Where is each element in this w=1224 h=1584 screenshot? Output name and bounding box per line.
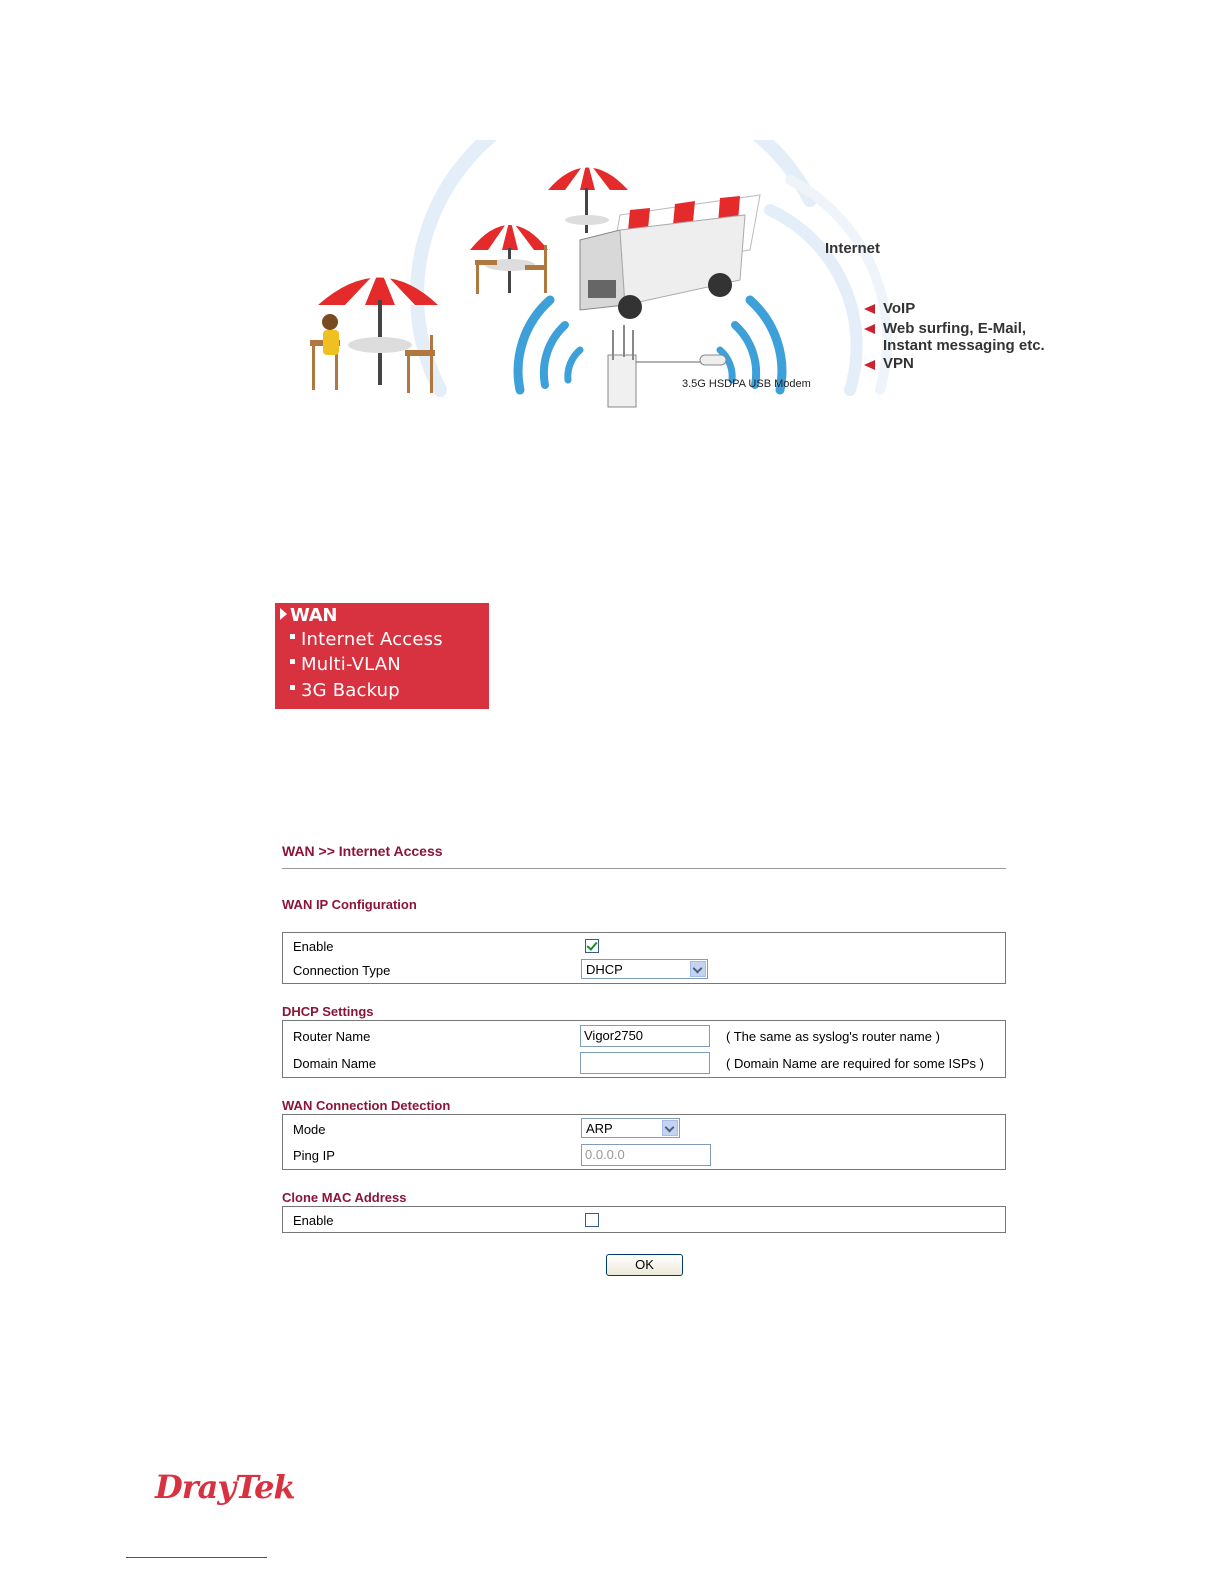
- router-name-hint: ( The same as syslog's router name ): [726, 1029, 940, 1044]
- modem-label: 3.5G HSDPA USB Modem: [682, 378, 811, 390]
- mode-value: ARP: [586, 1121, 613, 1136]
- web-label-line1: Web surfing, E-Mail,: [883, 320, 1027, 337]
- bullet-icon: [290, 659, 295, 664]
- bullet-icon: [290, 685, 295, 690]
- internet-label: Internet: [825, 240, 881, 257]
- wan-enable-checkbox[interactable]: [585, 939, 599, 953]
- clone-mac-enable-checkbox[interactable]: [585, 1213, 599, 1227]
- wan-menu-title[interactable]: WAN: [290, 605, 338, 626]
- wan-connection-detection-box: [282, 1114, 1006, 1170]
- connection-type-value: DHCP: [586, 962, 623, 977]
- web-label-line2: Instant messaging etc.: [883, 337, 1045, 354]
- clone-mac-address-title: Clone MAC Address: [282, 1190, 407, 1205]
- connection-type-select[interactable]: [581, 959, 708, 979]
- wan-menu: [275, 603, 489, 709]
- menu-item-3g-backup[interactable]: [301, 680, 400, 701]
- wan-ip-configuration-box: [282, 932, 1006, 984]
- mode-label: Mode: [293, 1122, 326, 1137]
- menu-expand-icon: [280, 608, 287, 620]
- router-name-input[interactable]: Vigor2750: [580, 1025, 710, 1047]
- menu-item-label: Internet Access: [301, 629, 443, 650]
- voip-arrow-icon: [864, 304, 875, 314]
- ping-ip-label: Ping IP: [293, 1148, 335, 1163]
- wan-ip-configuration-title: WAN IP Configuration: [282, 897, 417, 912]
- enable-label: Enable: [293, 939, 334, 954]
- title-divider: [282, 868, 1006, 869]
- wan-connection-detection-title: WAN Connection Detection: [282, 1098, 451, 1113]
- web-arrow-icon: [864, 324, 875, 334]
- clone-mac-address-box: [282, 1206, 1006, 1233]
- vpn-arrow-icon: [864, 360, 875, 370]
- menu-item-label: Multi-VLAN: [301, 654, 401, 675]
- illustration-graphic: [290, 140, 1070, 420]
- chevron-down-icon: [690, 961, 706, 977]
- domain-name-input[interactable]: [580, 1052, 710, 1074]
- vpn-label: VPN: [883, 355, 914, 372]
- checkmark-icon: [586, 939, 597, 951]
- connection-type-label: Connection Type: [293, 963, 391, 978]
- router-name-label: Router Name: [293, 1029, 371, 1044]
- domain-name-hint: ( Domain Name are required for some ISPs ): [726, 1056, 984, 1071]
- ok-button[interactable]: OK: [606, 1254, 683, 1276]
- breadcrumb: WAN >> Internet Access: [282, 843, 443, 859]
- voip-label: VoIP: [883, 300, 916, 317]
- footer-divider: [126, 1557, 267, 1558]
- wireless-scenario-illustration: [290, 140, 1070, 420]
- clone-mac-enable-label: Enable: [293, 1213, 334, 1228]
- menu-item-internet-access[interactable]: [301, 629, 443, 650]
- draytek-logo: DrayTek: [155, 1468, 295, 1506]
- chevron-down-icon: [662, 1120, 678, 1136]
- dhcp-settings-box: [282, 1020, 1006, 1078]
- dhcp-settings-title: DHCP Settings: [282, 1004, 374, 1019]
- menu-item-label: 3G Backup: [301, 680, 400, 701]
- mode-select[interactable]: [581, 1118, 680, 1138]
- domain-name-label: Domain Name: [293, 1056, 377, 1071]
- bullet-icon: [290, 634, 295, 639]
- menu-item-multi-vlan[interactable]: [301, 654, 401, 675]
- ping-ip-input[interactable]: 0.0.0.0: [581, 1144, 711, 1166]
